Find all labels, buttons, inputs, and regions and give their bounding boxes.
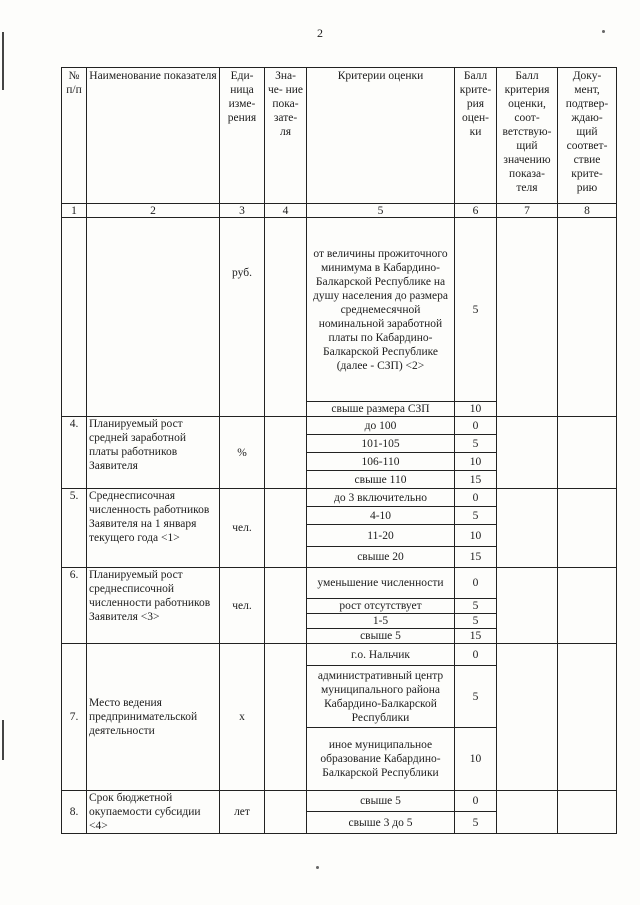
header-value: Зна- че- ние пока- зате- ля (265, 68, 307, 204)
document-cell (558, 644, 617, 791)
cell-value (265, 568, 307, 644)
header-matched-score: Балл критерия оценки, соот- ветствую- щий значению показа- теля (497, 68, 558, 204)
document-cell (558, 791, 617, 834)
score-cell: 0 (455, 791, 497, 812)
scan-dot (316, 866, 319, 869)
left-margin-mark (2, 720, 4, 760)
score-cell: 10 (455, 728, 497, 791)
criteria-cell: рост отсутствует (307, 599, 455, 614)
cell-value (265, 417, 307, 489)
scan-dot (602, 30, 605, 33)
matched-score-cell (497, 417, 558, 489)
header-document: Доку- мент, подтвер- ждаю- щий соответ- ствие крите- рию (558, 68, 617, 204)
left-margin-mark (2, 32, 4, 90)
criteria-cell: свыше 3 до 5 (307, 812, 455, 834)
cell-unit: чел. (220, 489, 265, 568)
score-cell: 5 (455, 599, 497, 614)
cell-value (265, 489, 307, 568)
criteria-cell: иное муниципальное образование Кабардино-Балкарской Республики (307, 728, 455, 791)
column-number: 8 (558, 204, 617, 218)
document-cell (558, 568, 617, 644)
cell-no (62, 218, 87, 417)
document-cell (558, 218, 617, 417)
column-number: 6 (455, 204, 497, 218)
criteria-cell: от величины прожиточного минимума в Кабардино-Балкарской Республике на душу населения до размера среднемесячной номинальной заработной платы по Кабардино-Балкарской Республике (далее - СЗП) <2> (307, 218, 455, 402)
column-number: 4 (265, 204, 307, 218)
cell-name (87, 218, 220, 417)
criteria-cell: 101-105 (307, 435, 455, 453)
criteria-cell: свыше 5 (307, 791, 455, 812)
criteria-cell: свыше размера СЗП (307, 402, 455, 417)
matched-score-cell (497, 644, 558, 791)
criteria-cell: административный центр муниципального района Кабардино-Балкарской Республики (307, 666, 455, 728)
table-row (62, 791, 617, 812)
score-cell: 5 (455, 507, 497, 525)
document-cell (558, 417, 617, 489)
criteria-cell: свыше 110 (307, 471, 455, 489)
page-number: 2 (317, 26, 323, 40)
header-name: Наименование показателя (87, 68, 220, 204)
cell-value (265, 644, 307, 791)
cell-value (265, 218, 307, 417)
header-criteria: Критерии оценки (307, 68, 455, 204)
cell-unit: руб. (220, 218, 265, 417)
cell-unit: х (220, 644, 265, 791)
cell-name: Срок бюджетной окупаемости субсидии <4> (87, 791, 220, 834)
criteria-table (61, 67, 617, 834)
score-cell: 5 (455, 614, 497, 629)
table-row (62, 568, 617, 599)
criteria-cell: 4-10 (307, 507, 455, 525)
cell-no: 8. (62, 791, 87, 834)
matched-score-cell (497, 218, 558, 417)
cell-name: Планируемый рост среднесписочной численности работников Заявителя <3> (87, 568, 220, 644)
cell-no: 7. (62, 644, 87, 791)
criteria-cell: 11-20 (307, 525, 455, 547)
cell-unit: лет (220, 791, 265, 834)
column-number: 1 (62, 204, 87, 218)
score-cell: 0 (455, 489, 497, 507)
cell-value (265, 791, 307, 834)
matched-score-cell (497, 791, 558, 834)
criteria-cell: уменьшение численности (307, 568, 455, 599)
cell-no: 4. (62, 417, 87, 489)
score-cell: 5 (455, 435, 497, 453)
column-number: 2 (87, 204, 220, 218)
table-row (62, 644, 617, 666)
cell-name: Планируемый рост средней заработной платы работников Заявителя (87, 417, 220, 489)
score-cell: 15 (455, 471, 497, 489)
criteria-cell: 1-5 (307, 614, 455, 629)
column-number-row (62, 204, 617, 218)
cell-unit: чел. (220, 568, 265, 644)
matched-score-cell (497, 568, 558, 644)
score-cell: 0 (455, 568, 497, 599)
score-cell: 10 (455, 402, 497, 417)
column-number: 3 (220, 204, 265, 218)
score-cell: 5 (455, 218, 497, 402)
score-cell: 15 (455, 629, 497, 644)
cell-name: Место ведения предпринимательской деятельности (87, 644, 220, 791)
table-header-row (62, 68, 617, 204)
header-no: № п/п (62, 68, 87, 204)
criteria-cell: до 100 (307, 417, 455, 435)
header-unit: Еди- ница изме- рения (220, 68, 265, 204)
cell-no: 5. (62, 489, 87, 568)
criteria-cell: свыше 5 (307, 629, 455, 644)
score-cell: 0 (455, 644, 497, 666)
criteria-cell: до 3 включительно (307, 489, 455, 507)
score-cell: 15 (455, 547, 497, 568)
cell-unit: % (220, 417, 265, 489)
table-row (62, 417, 617, 435)
document-cell (558, 489, 617, 568)
score-cell: 10 (455, 453, 497, 471)
criteria-cell: свыше 20 (307, 547, 455, 568)
matched-score-cell (497, 489, 558, 568)
cell-name: Среднесписочная численность работников Заявителя на 1 января текущего года <1> (87, 489, 220, 568)
criteria-cell: 106-110 (307, 453, 455, 471)
column-number: 7 (497, 204, 558, 218)
score-cell: 10 (455, 525, 497, 547)
table-row (62, 489, 617, 507)
header-score: Балл крите- рия оцен- ки (455, 68, 497, 204)
score-cell: 5 (455, 812, 497, 834)
criteria-cell: г.о. Нальчик (307, 644, 455, 666)
cell-no: 6. (62, 568, 87, 644)
score-cell: 0 (455, 417, 497, 435)
table-row (62, 218, 617, 402)
column-number: 5 (307, 204, 455, 218)
score-cell: 5 (455, 666, 497, 728)
